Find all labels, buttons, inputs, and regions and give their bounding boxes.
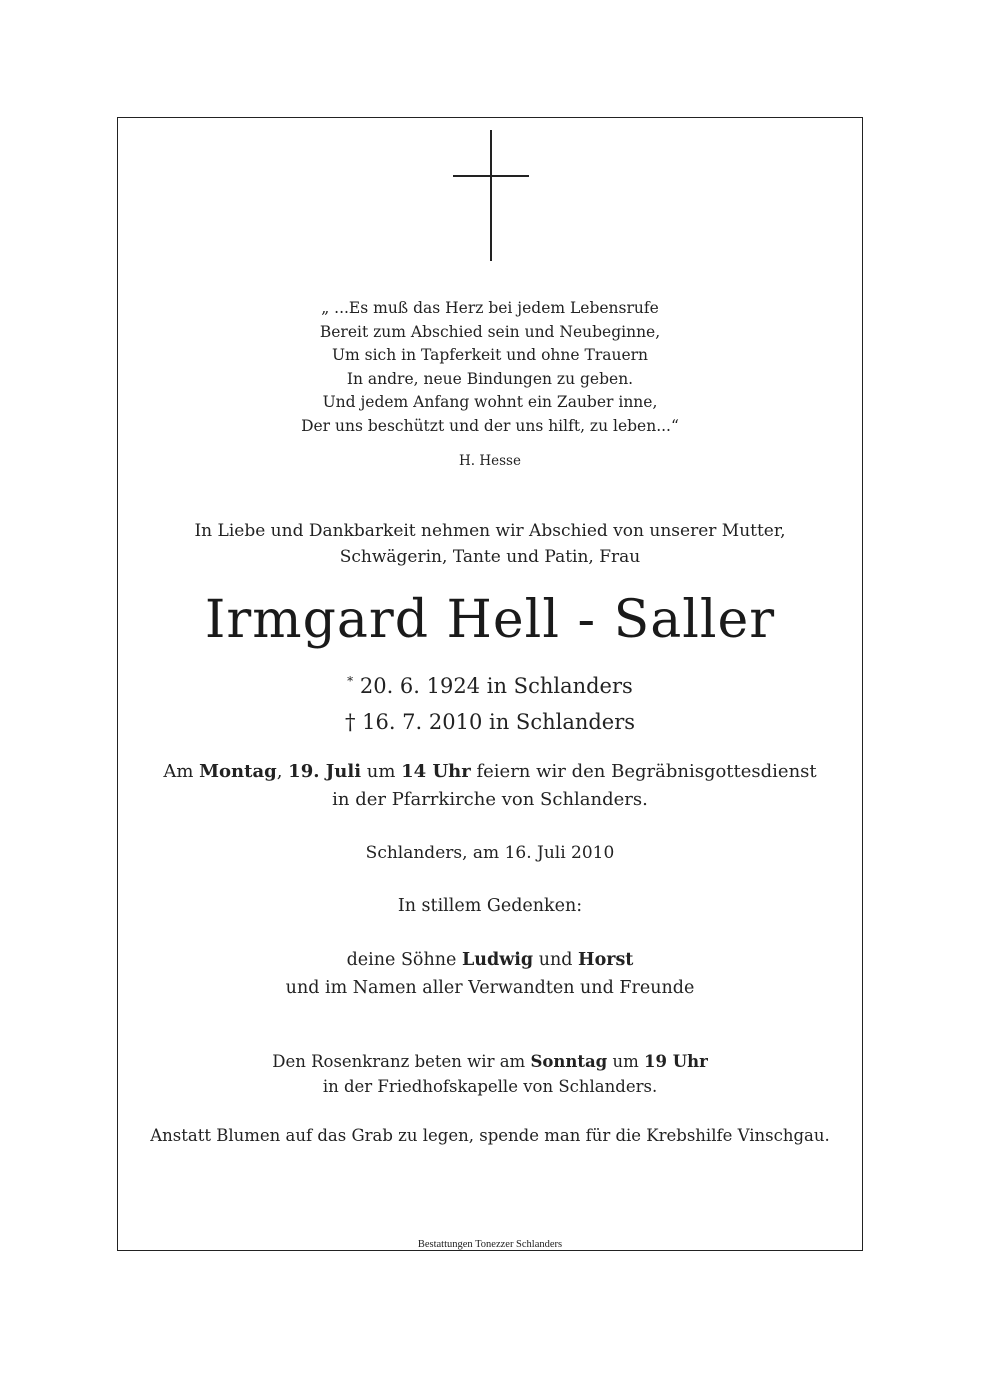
service-date: 19. Juli	[288, 761, 362, 782]
footer-credit: Bestattungen Tonezzer Schlanders	[417, 1239, 563, 1250]
death-date: † 16. 7. 2010 in Schlanders	[344, 710, 636, 734]
memory-heading: In stillem Gedenken:	[397, 896, 583, 916]
son-name-2: Horst	[578, 950, 634, 970]
birth-date-text: 20. 6. 1924 in Schlanders	[359, 674, 633, 698]
donation-notice: Anstatt Blumen auf das Grab zu legen, spende man für die Krebshilfe Vinschgau.	[150, 1126, 830, 1145]
service-prefix: Am	[163, 761, 200, 782]
rosary-day: Sonntag	[530, 1052, 608, 1071]
intro-line-2: Schwägerin, Tante und Patin, Frau	[339, 547, 641, 567]
rosary-prefix: Den Rosenkranz beten wir am	[272, 1052, 531, 1071]
place-date: Schlanders, am 16. Juli 2010	[365, 843, 615, 863]
intro-text	[117, 518, 863, 570]
poem-line: Um sich in Tapferkeit und ohne Trauern	[331, 346, 649, 365]
service-line-1	[117, 758, 863, 786]
rosary-time: 19 Uhr	[643, 1052, 708, 1071]
poem-line: „ ...Es muß das Herz bei jedem Lebensrufe	[321, 299, 659, 317]
family-and: und	[533, 950, 579, 970]
intro-line-1: In Liebe und Dankbarkeit nehmen wir Abschied von unserer Mutter,	[194, 521, 786, 541]
poem	[117, 297, 863, 439]
poem-line: Bereit zum Abschied sein und Neubeginne,	[319, 322, 661, 341]
service-line-2: in der Pfarrkirche von Schlanders.	[332, 789, 648, 810]
rosary-notice	[117, 1049, 863, 1099]
life-dates	[117, 663, 863, 740]
deceased-name: Irmgard Hell - Saller	[204, 590, 776, 650]
service-time: 14 Uhr	[401, 761, 471, 782]
poem-line: Der uns beschützt und der uns hilft, zu leben...“	[301, 416, 679, 435]
poem-line: Und jedem Anfang wohnt ein Zauber inne,	[322, 393, 658, 412]
rosary-line-2: in der Friedhofskapelle von Schlanders.	[322, 1077, 658, 1096]
rosary-line-1	[117, 1049, 863, 1074]
poem-line: In andre, neue Bindungen zu geben.	[346, 369, 634, 388]
service-day: Montag	[199, 761, 277, 782]
son-name-1: Ludwig	[461, 950, 534, 970]
funeral-service	[117, 758, 863, 814]
service-rest: feiern wir den Begräbnisgottesdienst	[470, 761, 817, 782]
service-um: um	[361, 761, 402, 782]
family-line-1	[117, 946, 863, 974]
family-line-2: und im Namen aller Verwandten und Freunde	[285, 978, 695, 998]
service-comma: ,	[276, 761, 289, 782]
family-signature	[117, 946, 863, 1002]
birth-date	[117, 663, 863, 704]
rosary-um: um	[607, 1052, 644, 1071]
family-prefix: deine Söhne	[346, 950, 462, 970]
poem-author: H. Hesse	[459, 453, 521, 469]
cross-icon	[0, 0, 982, 270]
birth-symbol: *	[347, 674, 354, 688]
